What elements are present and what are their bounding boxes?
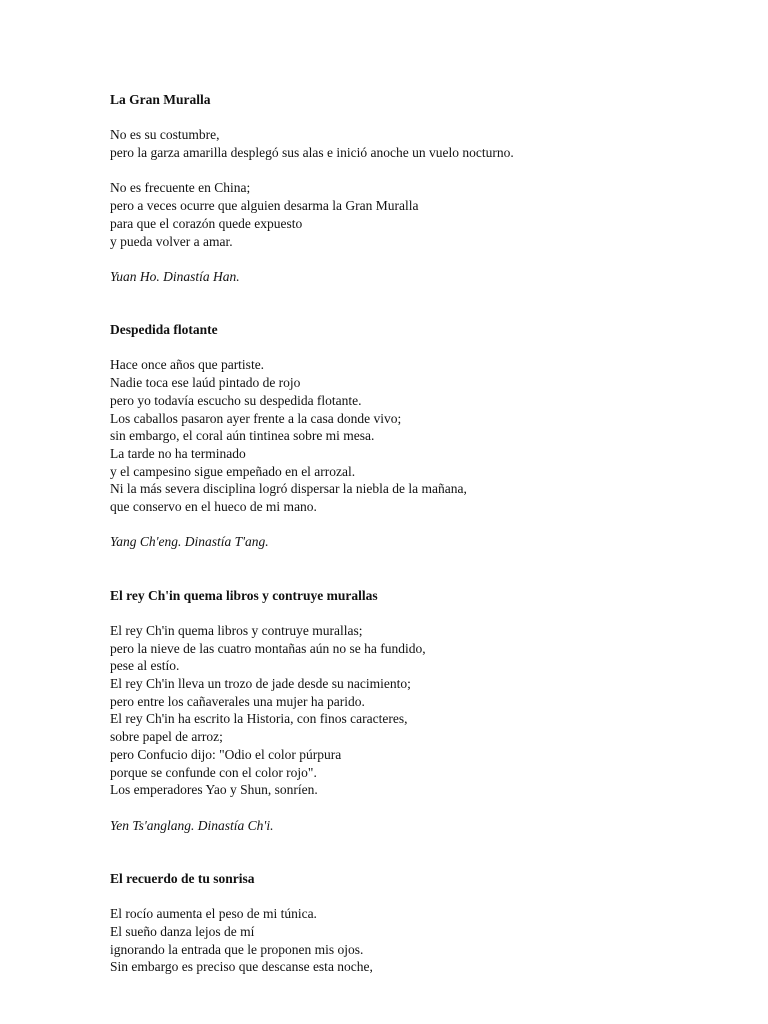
stanza [110, 622, 730, 799]
verse-line: para que el corazón quede expuesto [110, 215, 303, 231]
verse-line: La tarde no ha terminado [110, 445, 246, 461]
verse-line: Los caballos pasaron ayer frente a la casa donde vivo; [110, 410, 402, 426]
verse-line: pero la garza amarilla desplegó sus alas e inició anoche un vuelo nocturno. [110, 145, 514, 161]
verse-line: El rey Ch'in quema libros y contruye murallas; [110, 622, 363, 638]
verse-line: pese al estío. [110, 658, 180, 674]
stanza [110, 126, 730, 161]
verse-line: pero a veces ocurre que alguien desarma la Gran Muralla [110, 198, 419, 214]
poem-title: El recuerdo de tu sonrisa [110, 870, 255, 886]
verse-line: pero Confucio dijo: "Odio el color púrpura [110, 746, 342, 762]
verse-line: Sin embargo es preciso que descanse esta noche, [110, 959, 373, 975]
verse-line: pero yo todavía escucho su despedida flotante. [110, 392, 362, 408]
verse-line: Los emperadores Yao y Shun, sonríen. [110, 782, 318, 798]
verse-line: pero la nieve de las cuatro montañas aún no se ha fundido, [110, 640, 426, 656]
verse-line: sobre papel de arroz; [110, 729, 223, 745]
poem-title: Despedida flotante [110, 322, 218, 338]
poem [110, 91, 730, 286]
poem-attribution: Yen Ts'anglang. Dinastía Ch'i. [110, 817, 274, 833]
verse-line: ignorando la entrada que le proponen mis ojos. [110, 941, 364, 957]
document-page [110, 91, 730, 976]
poem-title: El rey Ch'in quema libros y contruye murallas [110, 587, 378, 603]
stanza [110, 179, 730, 250]
verse-line: Ni la más severa disciplina logró dispersar la niebla de la mañana, [110, 481, 467, 497]
verse-line: No es frecuente en China; [110, 180, 251, 196]
verse-line: y pueda volver a amar. [110, 233, 233, 249]
verse-line: y el campesino sigue empeñado en el arrozal. [110, 463, 356, 479]
poem-title: La Gran Muralla [110, 92, 211, 107]
verse-line: No es su costumbre, [110, 127, 220, 143]
verse-line: El rey Ch'in lleva un trozo de jade desde su nacimiento; [110, 676, 411, 692]
poem [110, 587, 730, 835]
verse-line: sin embargo, el coral aún tintinea sobre mi mesa. [110, 428, 375, 444]
verse-line: El rocío aumenta el peso de mi túnica. [110, 906, 317, 922]
poem-attribution: Yang Ch'eng. Dinastía T'ang. [110, 534, 269, 550]
verse-line: El sueño danza lejos de mí [110, 923, 255, 939]
poem [110, 870, 730, 976]
verse-line: Nadie toca ese laúd pintado de rojo [110, 375, 301, 391]
stanza [110, 356, 730, 515]
stanza [110, 905, 730, 976]
verse-line: que conservo en el hueco de mi mano. [110, 499, 317, 515]
verse-line: Hace once años que partiste. [110, 357, 265, 373]
poem-attribution: Yuan Ho. Dinastía Han. [110, 268, 240, 284]
verse-line: El rey Ch'in ha escrito la Historia, con finos caracteres, [110, 711, 408, 727]
poem [110, 321, 730, 551]
verse-line: porque se confunde con el color rojo". [110, 764, 317, 780]
verse-line: pero entre los cañaverales una mujer ha parido. [110, 693, 365, 709]
